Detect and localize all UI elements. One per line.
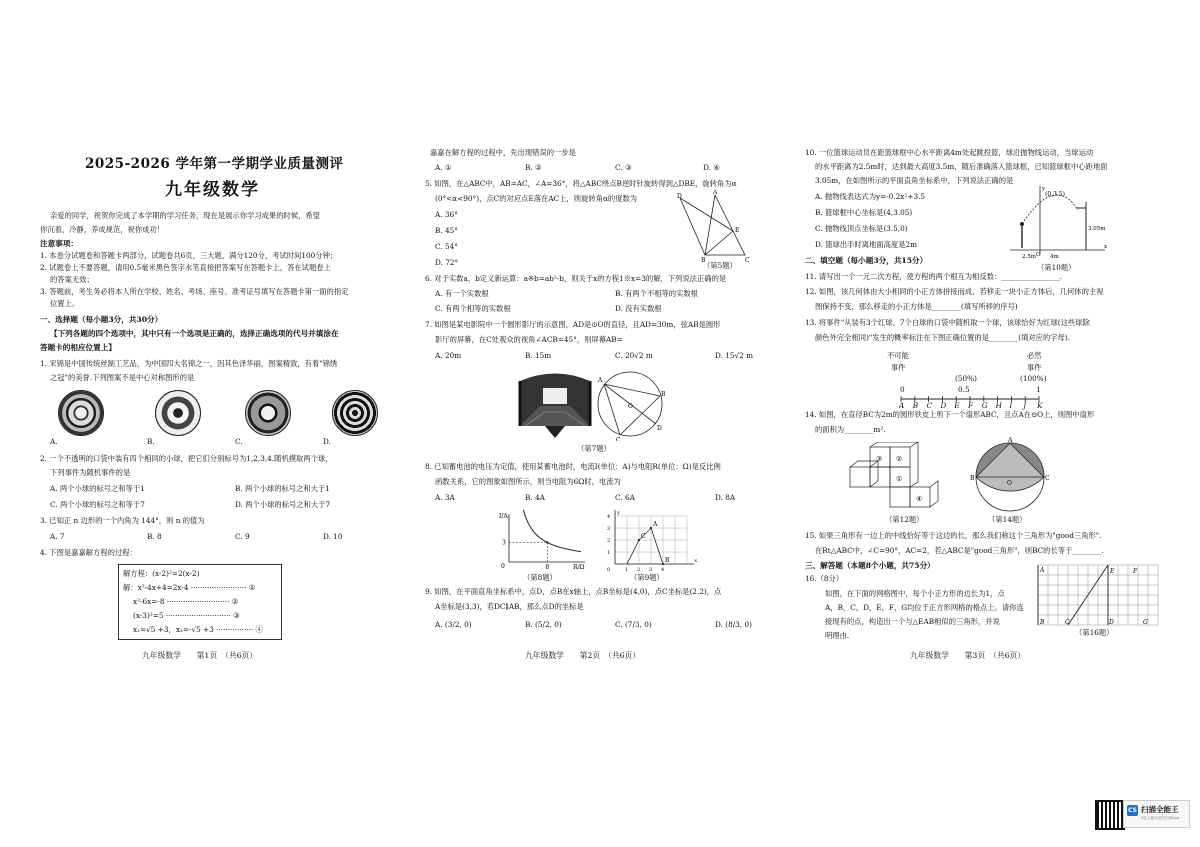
page-1 [40,0,395,670]
q8-line-2: 函数关系，它的图象如图所示，则当电阻为6Ω时，电流为 [435,477,621,486]
q4-option-b: B. ② [525,163,542,172]
svg-text:④: ④ [916,495,923,503]
grid16-label-a: A [1040,567,1045,574]
point-label-c: C [641,533,646,540]
q3-option-a: A. 7 [50,532,65,541]
tick-y-2: 2 [607,538,611,544]
figure-12-caption: （第12题） [885,515,924,524]
q5-option-a: A. 36° [435,210,458,219]
point-label-b: B [665,557,670,564]
q4-continued: 嘉嘉在解方程的过程中，先出现错误的一步是 [430,148,576,157]
q7-option-d: D. 15√2 m [715,351,754,360]
page-2-footer: 九年级数学 第2页 （共6页） [525,651,641,660]
x-axis-label: x [694,558,698,564]
point-a [650,527,652,529]
section-3-heading: 三、解答题（本题8个小题，共75分） [805,561,935,570]
svg-text:B: B [661,391,666,398]
svg-text:E: E [735,227,740,234]
svg-text:③: ③ [876,455,883,463]
q5-option-c: C. 54° [435,242,458,251]
q3-option-d: D. 10 [323,532,343,541]
q10-basketball-figure [1000,184,1110,260]
note-2b: 的答案无效； [50,275,94,284]
q4-solution-line-0: 解方程：(x-2)²=2(x-2) [123,569,200,578]
svg-text:A: A [1008,437,1013,444]
q8-line-1: 8. 已知蓄电池的电压为定值，使用某蓄电池时，电流I(单位：A)与电阻R(单位：Ω)是反比例 [425,462,721,471]
numberline-letter-g: G [981,401,988,410]
page-1-footer: 九年级数学 第1页 （共6页） [142,651,258,660]
svg-text:y: y [1042,186,1046,192]
q7-option-b: B. 15m [525,351,552,360]
q1-option-d: D. [323,437,331,446]
q9-option-d: D. (8/3, 0) [715,620,752,629]
note-3b: 位置上。 [50,299,80,308]
q1-line-1: 1. 宋锦是中国传统丝制工艺品，为中国四大名锦之一，因其色泽华丽，图案精致，有着"锦绣 [40,359,338,368]
grid16-label-c: C [1065,619,1070,626]
grid16-label-e: E [1110,568,1115,575]
q7-line-1: 7. 如图是某电影院中一个圆形影厅的示意图，AD是⊙O的直径，且AD=30m，弦AB是圆形 [425,320,721,329]
note-1: 1. 本卷分试题卷和答题卡两部分，试题卷共6页，三大题，满分120分，考试时间100分钟； [40,251,338,260]
q10-option-c: C. 抛物线顶点坐标是(3.5,0) [815,224,908,233]
point-b [662,563,664,565]
q12-line-2: 图保持不变，那么移走的小正方体是________(填写所移的序号) [815,302,1018,311]
numberline-impossible-label: 不可能 [887,351,909,360]
numberline-letter-i: I [1009,401,1013,410]
q10-line-3: 3.05m，在如图所示的平面直角坐标系中，下列说法正确的是 [815,176,1014,185]
q2-line-2: 下列事件为随机事件的是 [50,468,131,477]
q4-solution-line-1: 解：x²-4x+4=2x-4 ························ ① [123,583,256,592]
segment-ab [651,528,663,564]
tick-label-x-8: 8 [545,564,550,571]
tick-x-1: 1 [625,567,629,572]
point-c [638,539,640,541]
svg-text:O: O [1036,252,1041,258]
q12-line-1: 12. 如图，该几何体由大小相同的小正方体拼接而成，若移走一块小正方体后，几何体的主视 [805,287,1104,296]
section-2-heading: 二、填空题（每小题3分，共15分） [805,256,928,265]
q4-option-d: D. ④ [703,163,720,172]
intro-line-2: 你沉着，冷静，养成规范，祝你成功！ [40,225,165,234]
q3-stem: 3. 已知正 n 边形的一个内角为 144°，则 n 的值为 [40,516,205,525]
section-1-heading: 一、选择题（每小题3分，共30分） [40,315,163,324]
y-axis-label: y [617,510,620,516]
tick-x-2: 2 [637,567,641,572]
numberline-letter-d: D [940,401,947,410]
q9-option-c: C. (7/3, 0) [615,620,652,629]
page-3 [805,0,1170,670]
q6-option-c: C. 有两个相等的实数根 [435,304,511,313]
page-2 [425,0,785,670]
numberline-certain-label-2: 事件 [1027,363,1042,372]
q2-option-a: A. 两个小球的标号之和等于1 [50,484,145,493]
q5-line-2: (0°<α<90°)，点C的对应点E落在AC上，则旋转角α的度数为 [435,194,638,203]
q7-line-2: 影厅的屏幕，在C处观众的视角∠ACB=45°，则屏幕AB= [435,335,623,344]
q4-solution-line-3: (x-3)²=5 ···························· ③ [133,611,240,620]
q6-option-b: B. 有两个不相等的实数根 [615,289,698,298]
svg-text:4m: 4m [1050,254,1059,260]
q6-option-a: A. 有一个实数根 [435,289,489,298]
svg-text:C: C [745,257,750,264]
cinema-hall-image [515,366,595,438]
page-3-footer: 九年级数学 第3页 （共6页） [910,651,1026,660]
section-1-instruction-1: 【下列各题的四个选项中，其中只有一个选项是正确的，选择正确选项的代号并填涂在 [50,329,339,338]
inverse-curve [523,510,581,552]
q5-line-1: 5. 如图，在△ABC中，AB=AC，∠A=36°，将△ABC绕点B逆时针旋转得到△DBE，旋转角为α [425,179,737,188]
svg-text:O: O [1007,480,1012,487]
q8-option-c: C. 6A [615,493,635,502]
tick-y-4: 4 [607,514,611,520]
q1-line-2: 之冠"的美誉.下列图案不是中心对称图形的是 [50,373,195,382]
q13-line-1: 13. 将事件"从装有3个红球，7个白球的口袋中随机取一个球，该球恰好为红球(这些球除 [805,318,1090,327]
q10-line-2: 的水平距离为2.5m时，达到最大高度3.5m，随后准确落入篮球框，已知篮球框中心距地面 [815,162,1108,171]
q7-option-a: A. 20m [435,351,462,360]
q16-grid-figure [1037,564,1159,626]
figure-9-caption: （第9题） [630,573,664,582]
numberline-half: 0.5 [958,385,970,394]
numberline-100-percent: (100%) [1020,374,1047,383]
numberline-certain-label: 必然 [1027,351,1042,360]
x-axis-label: R/Ω [573,564,585,571]
camscanner-logo-icon: CS [1128,807,1137,814]
svg-text:C: C [1045,475,1050,482]
notes-heading: 注意事项： [40,239,78,248]
q16-line-3: 接现有的点，构造出一个与△EAB相似的三角形，并说 [825,617,1000,626]
svg-text:(0,3.5): (0,3.5) [1045,191,1065,198]
numberline-letter-b: B [912,401,919,410]
tick-x-3: 3 [649,567,653,572]
grid16-label-f: F [1133,568,1138,575]
tick-y-3: 3 [607,526,611,532]
exam-subtitle: 九年级数学 [165,180,260,200]
qr-code-icon [1095,800,1125,830]
q3-option-b: B. 8 [147,532,162,541]
svg-text:O: O [628,403,633,410]
figure-16-caption: （第16题） [1075,628,1114,637]
svg-text:①: ① [896,475,903,483]
q2-line-1: 2. 一个不透明的口袋中装有四个相同的小球，把它们分别标号为1,2,3,4.随机摸取两个球， [40,454,333,463]
numberline-impossible-label-2: 事件 [891,363,906,372]
q16-line-1: 如图，在下面的网格图中，每个小正方形的边长为1，点 [825,589,1005,598]
figure-9-chart [605,508,705,572]
camscanner-badge [1123,800,1190,828]
q6-option-d: D. 没有实数根 [615,304,662,313]
q12-cube-figure [845,442,955,512]
q1-option-c: C. [235,437,243,446]
q8-option-d: D. 8A [715,493,736,502]
svg-text:B: B [970,475,975,482]
svg-text:D: D [657,425,662,432]
q15-line-1: 15. 如果三角形有一边上的中线恰好等于这边的长，那么我们称这个三角形为"good三角形". [805,531,1102,540]
q5-option-b: B. 45° [435,226,458,235]
q10-line-1: 10. 一位篮球运动员在距篮球框中心水平距离4m处起跳投篮，球沿抛物线运动，当球运动 [805,148,1094,157]
numberline-letter-j: J [1023,401,1027,410]
q14-line-1: 14. 如图，在直径BC为2m的圆形铁皮上剪下一个扇形ABC，且点A在⊙O上，则图中扇形 [805,410,1095,419]
svg-text:3.05m: 3.05m [1088,226,1106,232]
figure-8-chart [495,510,590,572]
intro-line-1: 亲爱的同学，祝贺你完成了本学期的学习任务，现在是展示你学习成果的时候，希望 [50,211,320,220]
song-brocade-pattern-c [245,390,291,436]
numberline-letter-h: H [995,401,1002,410]
section-1-instruction-2: 答题卡的相应位置上】 [40,343,116,352]
tick-x-4: 4 [661,567,665,572]
q16-line-4: 明理由. [825,631,850,640]
figure-5-caption: （第5题） [703,261,737,270]
point-label-a: A [653,521,658,528]
numberline-one: 1 [1036,385,1041,394]
q11-stem: 11. 请写出一个一元二次方程，使方程的两个根互为相反数：________________. [805,272,1063,281]
svg-text:A: A [713,190,718,196]
q9-line-1: 9. 如图，在平面直角坐标系中，点D，点B在x轴上，点B坐标是(4,0)，点C坐标是(2,2)，点 [425,587,722,596]
note-3: 3. 答题前，考生务必将本人所在学校、姓名、考场、座号、准考证号填写在答题卡第一面的指定 [40,287,349,296]
q4-stem: 4. 下图是嘉嘉解方程的过程： [40,548,137,557]
svg-text:2.5m: 2.5m [1022,254,1036,260]
q14-sector-figure [970,437,1050,513]
song-brocade-pattern-a [58,390,104,436]
q10-option-d: D. 篮球出手时离地面高度是2m [815,240,918,249]
song-brocade-pattern-d [332,390,378,436]
q13-line-2: 颜色外完全相同)"发生的概率标注在下图正确位置的是________(填对应的字母). [815,333,1071,342]
grid16-label-b: B [1040,619,1045,626]
q8-option-a: A. 3A [435,493,455,502]
q1-option-a: A. [50,437,58,446]
q10-option-b: B. 篮球框中心坐标是(4,3.05) [815,208,913,217]
q5-option-d: D. 72° [435,258,459,267]
q9-line-2: A坐标是(3,3)，若DC∥AB，那么点D的坐标是 [435,602,584,611]
q3-option-c: C. 9 [235,532,250,541]
svg-text:C: C [616,437,621,441]
tick-label-origin: 0 [501,563,505,570]
q2-option-d: D. 两个小球的标号之和大于7 [235,500,331,509]
q4-option-c: C. ③ [615,163,632,172]
note-2: 2. 试题卷上不要答题，请用0.5毫米黑色签字水笔直接把答案写在答题卡上，答在试题卷上 [40,263,331,272]
q4-solution-line-4: x₁=√5 +3，x₂=-√5 +3 ················ ④ [133,625,263,634]
q9-option-b: B. (5/2, 0) [525,620,562,629]
q7-option-c: C. 20√2 m [615,351,653,360]
camscanner-sublabel: 3亿人都在用的扫描App [1141,816,1180,820]
svg-text:x: x [1104,244,1108,250]
q1-option-b: B. [147,437,155,446]
q2-option-b: B. 两个小球的标号之和大于1 [235,484,330,493]
tick-label-y-3: 3 [502,539,506,547]
q4-solution-line-2: x²-6x=-8 ··························· ② [133,597,239,606]
figure-8-caption: （第8题） [523,573,557,582]
figure-7-caption: （第7题） [577,444,611,453]
q14-line-2: 的面积为________m². [815,425,886,434]
q5-triangle-figure [675,190,755,265]
q15-line-2: 在Rt△ABC中，∠C=90°，AC=2，若△ABC是"good三角形"，则BC的长等于________. [815,546,1104,555]
figure-10-caption: （第10题） [1037,263,1076,272]
tick-y-1: 1 [607,550,611,556]
q10-option-a: A. 抛物线表达式为y=-0.2x²+3.5 [815,192,926,201]
exam-title: 2025-2026 学年第一学期学业质量测评 [85,156,344,172]
y-axis-label: I/A [499,513,508,520]
q8-option-b: B. 4A [525,493,545,502]
numberline-letter-f: F [968,401,974,410]
figure-14-caption: （第14题） [988,515,1027,524]
grid16-label-d: D [1109,619,1114,626]
q2-option-c: C. 两个小球的标号之和等于7 [50,500,145,509]
svg-text:A: A [598,377,603,384]
q9-option-a: A. (3/2, 0) [435,620,472,629]
numberline-letter-c: C [926,401,933,410]
q6-stem: 6. 对于实数a，b定义新运算：a※b=ab²-b，则关于x的方程1※x=3的解，下列说法正确的是 [425,274,727,283]
numberline-letter-e: E [954,401,960,410]
q16-heading: 16.（8分） [805,574,844,583]
numberline-letter-k: K [1037,401,1043,410]
svg-text:②: ② [896,455,903,463]
q4-option-a: A. ① [435,163,452,172]
song-brocade-pattern-b [155,390,201,436]
numberline-zero: 0 [900,385,905,394]
q7-circle-figure [590,366,670,441]
numberline-50-percent: (50%) [955,374,977,383]
tick-origin: 0 [607,567,611,572]
numberline-letter-a: A [899,401,905,410]
svg-text:B: B [701,257,706,264]
svg-text:D: D [677,193,682,200]
camscanner-label: 扫描全能王 [1141,805,1179,814]
q16-line-2: A，B，C，D，E，F，G均位于正方形网格的格点上。请你连 [825,603,1024,612]
grid16-label-g: G [1143,619,1148,626]
